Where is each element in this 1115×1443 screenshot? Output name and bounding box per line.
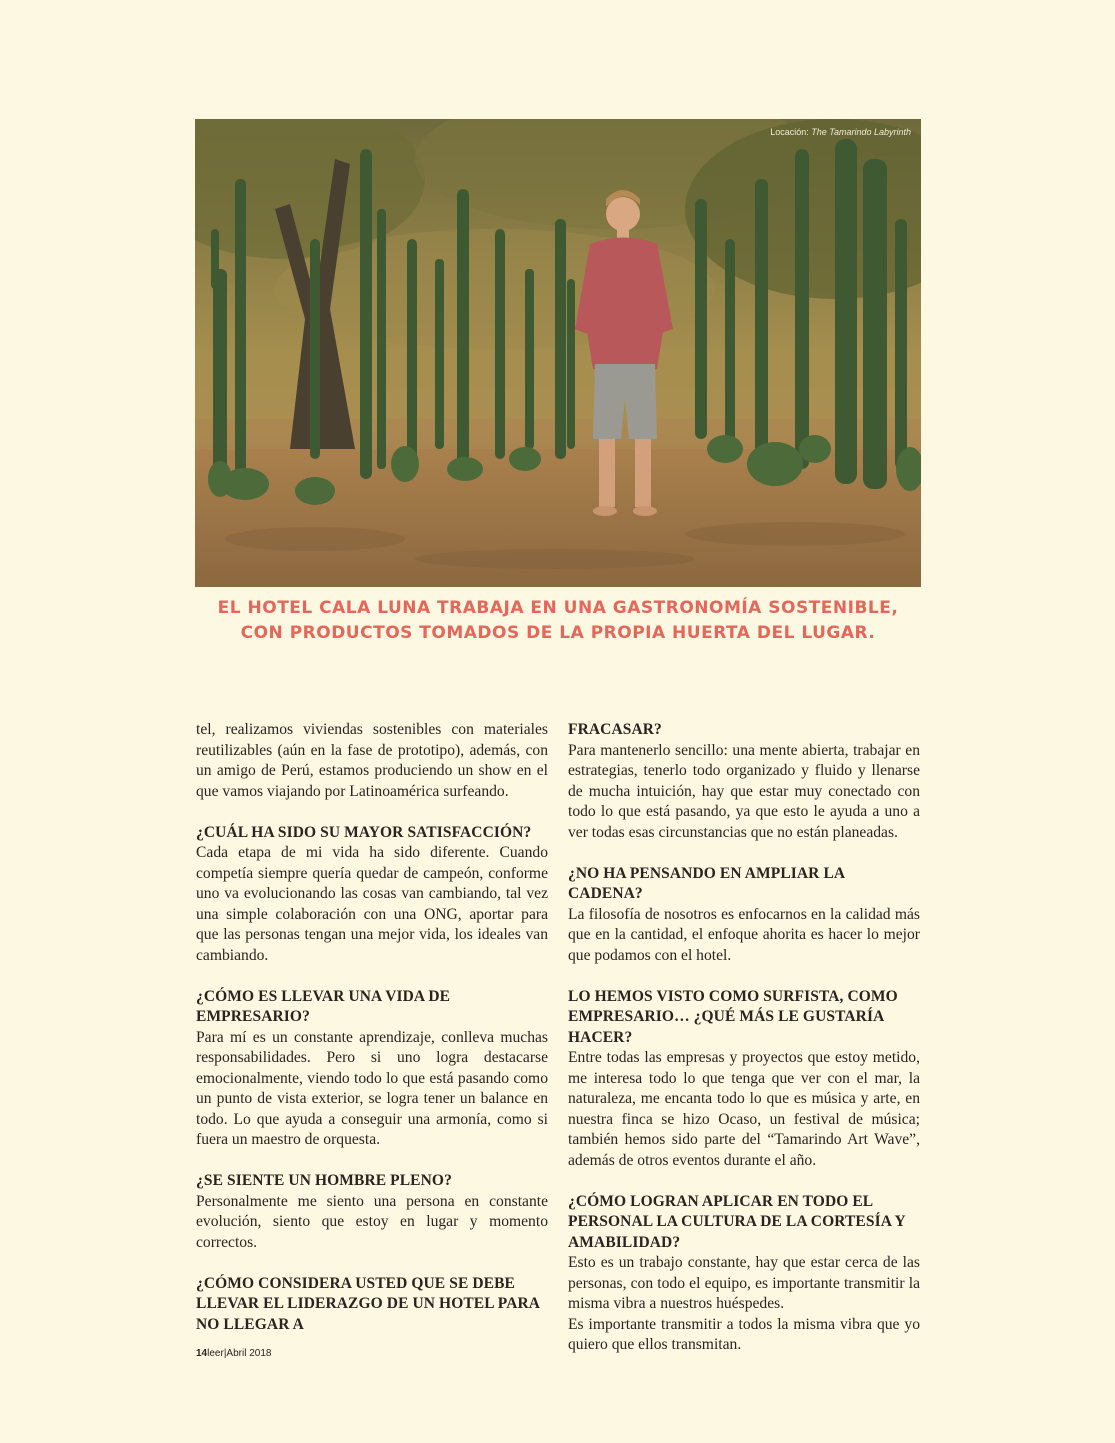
photo-caption: EL HOTEL CALA LUNA TRABAJA EN UNA GASTRONOMÍA SOSTENIBLE, CON PRODUCTOS TOMADOS DE LA PROPIA HUERTA DEL LUGAR. [217, 598, 899, 643]
answer-paragraph: La filosofía de nosotros es enfocarnos en la calidad más que en la cantidad, el enfoque ahorita es hacer lo mejor que podamos con el hotel. [568, 905, 920, 964]
cover-photo [195, 119, 921, 587]
question-heading: ¿NO HA PENSANDO EN AMPLIAR LA CADENA? [568, 864, 845, 902]
answer-paragraph: Cada etapa de mi vida ha sido diferente. Cuando competía siempre quería quedar de campeón, conforme uno va evolucionando las cosas van cambiando, tal vez una simple colaboración con una ONG, aportar para que las personas tengan una mejor vida, los ideales van cambiando. [196, 844, 548, 964]
page-number: 14 [196, 1348, 208, 1359]
cactus-forest-illustration [195, 119, 921, 587]
issue-date: Abril 2018 [226, 1348, 272, 1359]
photo-credit: Locación: The Tamarindo Labyrinth [770, 127, 911, 137]
answer-paragraph: Esto es un trabajo constante, hay que estar cerca de las personas, con todo el equipo, es importante transmitir la misma vibra a nuestros huéspedes. [568, 1254, 920, 1312]
question-heading: ¿CÓMO CONSIDERA USTED QUE SE DEBE LLEVAR EL LIDERAZGO DE UN HOTEL PARA NO LLEGAR A [196, 1274, 540, 1333]
question-heading: ¿CUÁL HA SIDO SU MAYOR SATISFACCIÓN? [196, 823, 532, 841]
question-heading: LO HEMOS VISTO COMO SURFISTA, COMO EMPRESARIO… ¿QUÉ MÁS LE GUSTARÍA HACER? [568, 987, 898, 1046]
left-column [196, 720, 548, 1335]
question-heading: ¿CÓMO LOGRAN APLICAR EN TODO EL PERSONAL LA CULTURA DE LA CORTESÍA Y AMABILIDAD? [568, 1192, 906, 1251]
answer-paragraph: Personalmente me siento una persona en constante evolución, siento que estoy en lugar y momento correctos. [196, 1192, 548, 1251]
question-heading: ¿SE SIENTE UN HOMBRE PLENO? [196, 1172, 452, 1189]
question-heading: ¿CÓMO ES LLEVAR UNA VIDA DE EMPRESARIO? [196, 987, 451, 1025]
magazine-name: leer [207, 1348, 224, 1359]
answer-paragraph: Para mantenerlo sencillo: una mente abierta, trabajar en estrategias, tenerlo todo organizado y fluido y llenarse de mucha intuición, hay que estar muy conectado con todo lo que está pasando, ya que esto le ayuda a uno a ver todas esas circunstancias que no están planeadas. [568, 741, 920, 841]
answer-paragraph: Para mí es un constante aprendizaje, conlleva muchas responsabilidades. Pero si uno logra destacarse emocionalmente, viendo todo lo que está pasando como un punto de vista exterior, se logra tener un balance en todo. Lo que ayuda a conseguir una armonía, como si fuera un maestro de orquesta. [196, 1028, 548, 1148]
page-folio: 14leer|Abril 2018 [196, 1348, 272, 1359]
right-column [568, 720, 920, 1356]
paragraph: tel, realizamos viviendas sostenibles con materiales reutilizables (aún en la fase de prototipo), además, con un amigo de Perú, estamos produciendo un show en el que vamos viajando por Latinoamérica surfeando. [196, 721, 548, 800]
answer-paragraph: Es importante transmitir a todos la misma vibra que yo quiero que ellos transmitan. [568, 1315, 920, 1353]
question-heading: FRACASAR? [568, 721, 662, 738]
answer-paragraph: Entre todas las empresas y proyectos que estoy metido, me interesa todo lo que tenga que ver con el mar, la naturaleza, me encanta todo lo que es música y arte, en nuestra finca se hizo Ocaso, un festival de música; también hemos sido parte del “Tamarindo Art Wave”, además de otros eventos durante el año. [568, 1049, 920, 1169]
